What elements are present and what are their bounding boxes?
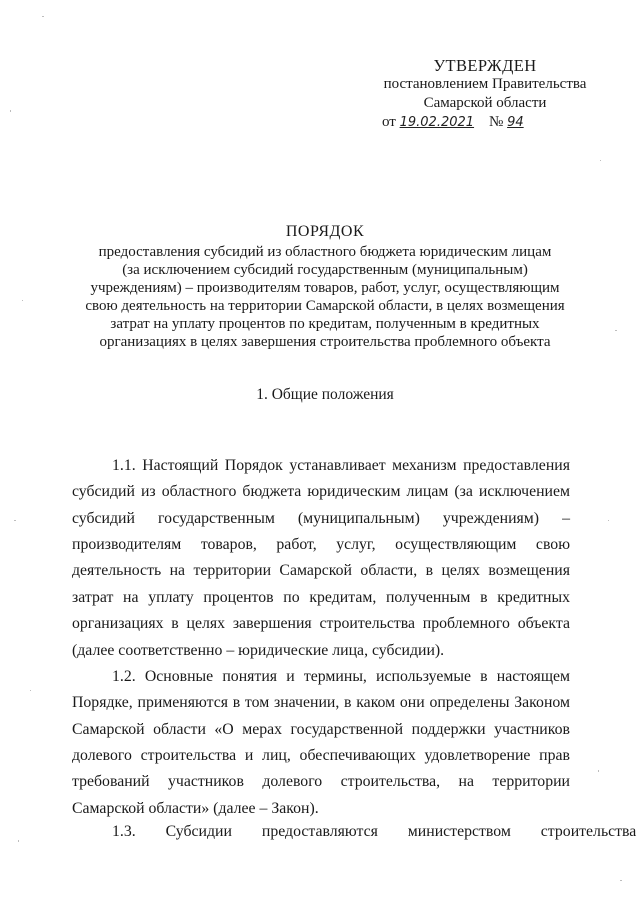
- document-title: [60, 223, 590, 351]
- number-prefix: №: [489, 114, 504, 130]
- title-line-3: учреждениям) – производителям товаров, работ, услуг, осуществляющим: [90, 280, 560, 296]
- approval-line-1: постановлением Правительства: [383, 76, 587, 92]
- date-prefix: от: [382, 114, 396, 130]
- title-line-6: организациях в целях завершения строительства проблемного объекта: [99, 334, 551, 350]
- paragraph-1-3: 1.3. Субсидии предоставляются министерством строительства: [112, 822, 637, 840]
- handwritten-number: 94: [507, 115, 524, 130]
- title-line-1: предоставления субсидий из областного бюджета юридическим лицам: [98, 244, 552, 260]
- title-main: ПОРЯДОК: [285, 223, 365, 240]
- paragraph-1-2: 1.2. Основные понятия и термины, используемые в настоящем Порядке, применяются в том значении, в каком они определены Законом Самарской области «О мерах государственной поддержки участников долевого строительства и лиц, обеспечивающих удовлетворение прав требований участников долевого строительства, на территории Самарской области» (далее – Закон).: [72, 667, 570, 817]
- approval-line-2: Самарской области: [423, 95, 547, 111]
- approval-stamp: [370, 56, 600, 132]
- paragraph-1-1: 1.1. Настоящий Порядок устанавливает механизм предоставления субсидий из областного бюджета юридическим лицам (за исключением субсидий государственным (муниципальным) учреждениям) – производителям товаров, работ, услуг, осуществляющим свою деятельность на территории Самарской области, в целях возмещения затрат на уплату процентов по кредитам, полученным в кредитных организациях в целях завершения строительства проблемного объекта (далее соответственно – юридические лица, субсидии).: [72, 456, 570, 659]
- title-line-5: затрат на уплату процентов по кредитам, полученным в кредитных: [110, 316, 540, 332]
- approval-heading: УТВЕРЖДЕН: [433, 56, 537, 75]
- handwritten-date: 19.02.2021: [399, 115, 475, 130]
- approval-date-line: [370, 113, 600, 132]
- title-line-2: (за исключением субсидий государственным (муниципальным): [122, 262, 528, 278]
- section-heading: 1. Общие положения: [256, 386, 394, 403]
- title-line-4: свою деятельность на территории Самарской области, в целях возмещения: [85, 298, 565, 314]
